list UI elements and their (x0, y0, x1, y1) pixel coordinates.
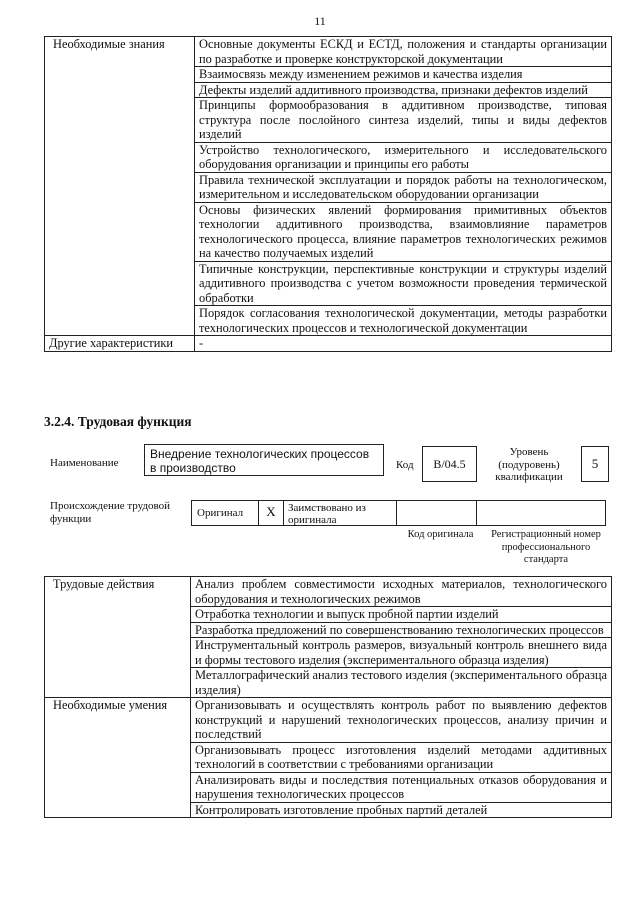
actions-table (44, 576, 612, 818)
code-original-cell (396, 500, 477, 526)
knowledge-table (44, 36, 612, 352)
skills-label: Необходимые умения (45, 698, 191, 818)
page-number: 11 (314, 14, 326, 28)
skill-item: Организовывать и осуществлять контроль работ по выявлению дефектов конструкций и нарушений технологических процессов, анализу причин и последствий (191, 698, 612, 743)
knowledge-item: Основы физических явлений формирования примитивных объектов технологии аддитивного производства, взаимовлияние параметров технологического процесса, влияние параметров технологических режимов на качество получаемых изделий (195, 202, 612, 261)
knowledge-item: Основные документы ЕСКД и ЕСТД, положения и стандарты организации по разработке и проверке конструкторской документации (195, 37, 612, 67)
knowledge-item: Типичные конструкции, перспективные конструкции и структуры изделий аддитивного производства с учетом возможности проведения термической обработки (195, 261, 612, 306)
origin-mark: X (258, 500, 284, 526)
table-row (45, 37, 612, 67)
knowledge-item: Устройство технологического, измерительного и исследовательского оборудования организации и принципы его работы (195, 142, 612, 172)
code-original-label: Код оригинала (407, 529, 474, 540)
origin-borrowed: Заимствовано из оригинала (283, 500, 397, 526)
action-item: Металлографический анализ тестового изделия (экспериментального образца изделия) (191, 668, 612, 698)
name-value: Внедрение технологических процессов в производство (144, 444, 384, 476)
other-characteristics-label: Другие характеристики (45, 336, 195, 352)
action-item: Анализ проблем совместимости исходных материалов, технологического оборудования и технологических режимов (191, 577, 612, 607)
skill-item: Контролировать изготовление пробных партий деталей (191, 802, 612, 818)
table-row (45, 577, 612, 607)
action-item: Инструментальный контроль размеров, визуальный контроль внешнего вида и формы тестового изделия (экспериментального образца изделия) (191, 638, 612, 668)
knowledge-item: Взаимосвязь между изменением режимов и качества изделия (195, 67, 612, 83)
knowledge-item: Правила технической эксплуатации и порядок работы на технологическом, измерительном и исследовательском оборудовании организации (195, 172, 612, 202)
name-label: Наименование (50, 457, 119, 469)
origin-original: Оригинал (191, 500, 259, 526)
actions-label: Трудовые действия (45, 577, 191, 698)
knowledge-item: Дефекты изделий аддитивного производства, признаки дефектов изделий (195, 82, 612, 98)
knowledge-label: Необходимые знания (45, 37, 195, 336)
section-title: 3.2.4. Трудовая функция (44, 414, 192, 429)
reg-number-cell (476, 500, 606, 526)
table-row (45, 698, 612, 743)
code-value: B/04.5 (422, 446, 477, 482)
level-label: Уровень (подуровень) квалификации (495, 446, 563, 483)
knowledge-item: Порядок согласования технологической документации, методы разработки технологических процессов и технологической документации (195, 306, 612, 336)
action-item: Отработка технологии и выпуск пробной партии изделий (191, 607, 612, 623)
reg-number-label: Регистрационный номер профессионального стандарта (491, 529, 601, 565)
origin-row (192, 500, 606, 526)
knowledge-item: Принципы формообразования в аддитивном производстве, типовая структура после послойного синтеза изделий, типы и виды дефектов изделий (195, 98, 612, 143)
other-characteristics-value: - (195, 336, 612, 352)
origin-label: Происхождение трудовой функции (50, 500, 171, 525)
level-value: 5 (581, 446, 609, 482)
skill-item: Организовывать процесс изготовления изделий методами аддитивных технологий в соответствии с требованиями организации (191, 742, 612, 772)
action-item: Разработка предложений по совершенствованию технологических процессов (191, 622, 612, 638)
table-row (45, 336, 612, 352)
code-label: Код (396, 459, 414, 471)
skill-item: Анализировать виды и последствия потенциальных отказов оборудования и нарушения технологических процессов (191, 772, 612, 802)
